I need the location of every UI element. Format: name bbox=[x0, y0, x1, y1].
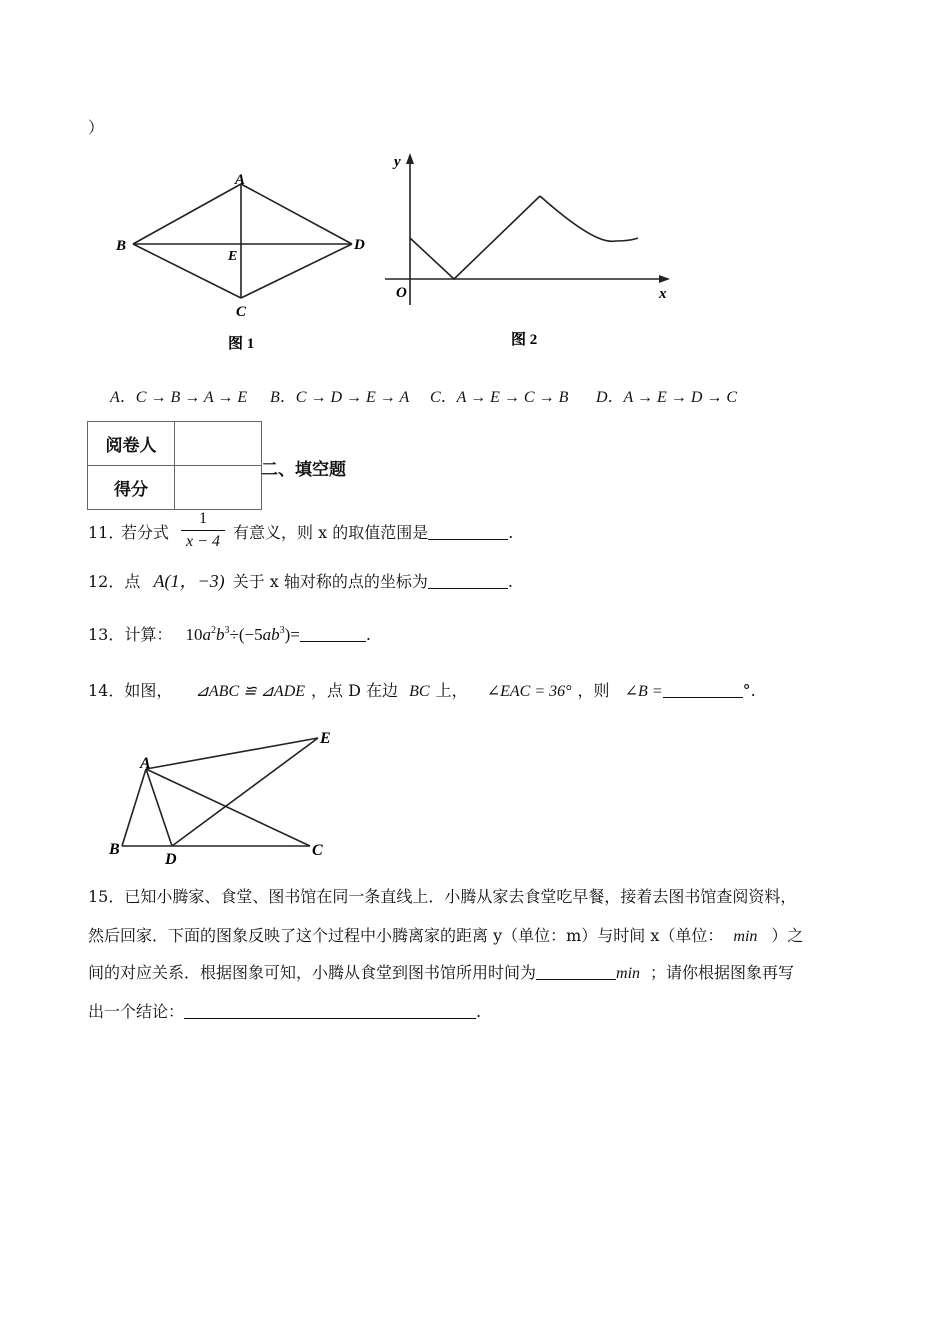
q14-angle: ∠EAC = 36° bbox=[486, 683, 572, 700]
figure-3-triangles bbox=[104, 724, 344, 869]
q13-end: . bbox=[365, 625, 371, 644]
q13-answer-blank[interactable] bbox=[300, 625, 366, 642]
q15-answer-blank-time[interactable] bbox=[536, 963, 616, 980]
label-b: B bbox=[116, 238, 127, 254]
q11-pre: 若分式 bbox=[121, 523, 170, 542]
q15-line-4 bbox=[88, 1002, 481, 1022]
q14-side: BC bbox=[409, 683, 430, 700]
q15-line-4a: 出一个结论： bbox=[88, 1002, 185, 1021]
q11-answer-blank[interactable] bbox=[428, 523, 508, 540]
q14-mid1: ，点 D 在边 bbox=[311, 681, 399, 700]
q13-pre: 计算： bbox=[124, 625, 173, 644]
score-label: 得分 bbox=[88, 466, 175, 510]
graph-curve bbox=[540, 196, 638, 241]
q11-post: 有意义，则 x 的取值范围是 bbox=[233, 523, 429, 542]
label-d: D bbox=[354, 237, 365, 253]
origin-label: O bbox=[396, 285, 407, 301]
q10-option-c[interactable]: C．A → E → C → B bbox=[430, 389, 569, 406]
top-paren: ） bbox=[88, 118, 105, 137]
x-axis-label: x bbox=[659, 286, 667, 302]
q15-line-3a: 间的对应关系．根据图象可知，小腾从食堂到图书馆所用时间为 bbox=[88, 963, 537, 982]
edge-ad bbox=[241, 184, 352, 244]
q14-mid3: ，则 bbox=[577, 681, 610, 700]
y-axis-arrow bbox=[406, 153, 414, 164]
segment-ad bbox=[146, 769, 172, 846]
q13-expression: $10a^2b^3\div(-5ab^3)=$ bbox=[185, 625, 300, 644]
q15-line-3 bbox=[88, 963, 794, 984]
reviewer-cell[interactable] bbox=[175, 422, 262, 466]
figure-2-caption: 图 2 bbox=[511, 332, 538, 348]
reviewer-label: 阅卷人 bbox=[88, 422, 175, 466]
grader-table bbox=[87, 421, 262, 510]
y-axis-label: y bbox=[394, 154, 401, 170]
section-title: 二、填空题 bbox=[261, 460, 346, 480]
figure-1-caption: 图 1 bbox=[228, 336, 255, 352]
fig3-label-c: C bbox=[312, 842, 323, 859]
q14-congruence: ⊿ABC ≌ ⊿ADE bbox=[195, 683, 306, 700]
label-e: E bbox=[228, 249, 238, 264]
q12-point: A(1，−3) bbox=[153, 571, 225, 591]
q15-unit-2: min bbox=[616, 965, 641, 982]
q12-pre: 点 bbox=[124, 572, 141, 591]
edge-ba bbox=[133, 184, 241, 244]
q14-answer-blank[interactable] bbox=[663, 681, 743, 698]
q13-number: 13． bbox=[88, 625, 125, 644]
q10-option-d[interactable]: D．A → E → D → C bbox=[596, 389, 738, 406]
q15-line-3b: ；请你根据图象再写 bbox=[650, 963, 795, 982]
q14-mid2: 上， bbox=[435, 681, 468, 700]
segment-ab bbox=[122, 769, 146, 846]
q15-answer-blank-conclusion[interactable] bbox=[184, 1002, 476, 1019]
q12-post: 关于 x 轴对称的点的坐标为 bbox=[232, 572, 428, 591]
q15-unit: min bbox=[733, 928, 758, 945]
q14-end: °. bbox=[742, 681, 756, 700]
segment-ae bbox=[146, 738, 318, 769]
q10-option-b[interactable]: B．C → D → E → A bbox=[270, 389, 410, 406]
q14-pre: 如图， bbox=[124, 681, 173, 700]
q13-question-line bbox=[88, 621, 371, 645]
q13-equals: )= bbox=[284, 625, 300, 644]
q11-fraction bbox=[179, 509, 227, 552]
fig3-label-d: D bbox=[165, 851, 177, 868]
q11-denominator: x − 4 bbox=[186, 533, 220, 550]
edge-dc bbox=[241, 244, 352, 298]
q15-line-1: 15．已知小腾家、食堂、图书馆在同一条直线上．小腾从家去食堂吃早餐，接着去图书馆查阅资料， bbox=[88, 887, 797, 906]
fig3-label-e: E bbox=[320, 730, 331, 747]
q11-number: 11． bbox=[88, 523, 125, 542]
fig3-label-b: B bbox=[109, 841, 120, 858]
q10-option-a[interactable]: A．C → B → A → E bbox=[110, 389, 248, 406]
q12-answer-blank[interactable] bbox=[428, 572, 508, 589]
q13-divide: ÷(−5 bbox=[229, 625, 263, 644]
q15-line-2b: ）之 bbox=[771, 926, 804, 945]
figure-2-graph bbox=[380, 150, 680, 355]
q11-numerator: 1 bbox=[199, 510, 207, 527]
score-cell[interactable] bbox=[175, 466, 262, 510]
q15-end: . bbox=[476, 1002, 482, 1021]
q15-line-2 bbox=[88, 926, 803, 947]
segment-ac bbox=[146, 769, 310, 846]
figure-1-rhombus bbox=[108, 170, 378, 355]
q12-question-line bbox=[88, 571, 513, 592]
q11-end: . bbox=[508, 523, 514, 542]
label-c: C bbox=[236, 304, 247, 320]
q14-question-line bbox=[88, 681, 756, 702]
edge-cb bbox=[133, 244, 241, 298]
q12-end: . bbox=[507, 572, 513, 591]
x-axis-arrow bbox=[659, 275, 670, 283]
fraction-bar bbox=[181, 530, 225, 531]
label-a: A bbox=[235, 172, 246, 188]
q12-number: 12． bbox=[88, 572, 125, 591]
q15-line-2a: 然后回家．下面的图象反映了这个过程中小腾离家的距离 y（单位：m）与时间 x（单位： bbox=[88, 926, 724, 945]
q14-number: 14． bbox=[88, 681, 125, 700]
q13-coef: 10 bbox=[185, 625, 203, 644]
q14-angle-b: ∠B = bbox=[624, 683, 663, 700]
q11-question-line bbox=[233, 523, 513, 543]
fig3-label-a: A bbox=[140, 755, 151, 772]
graph-segments bbox=[410, 196, 540, 279]
